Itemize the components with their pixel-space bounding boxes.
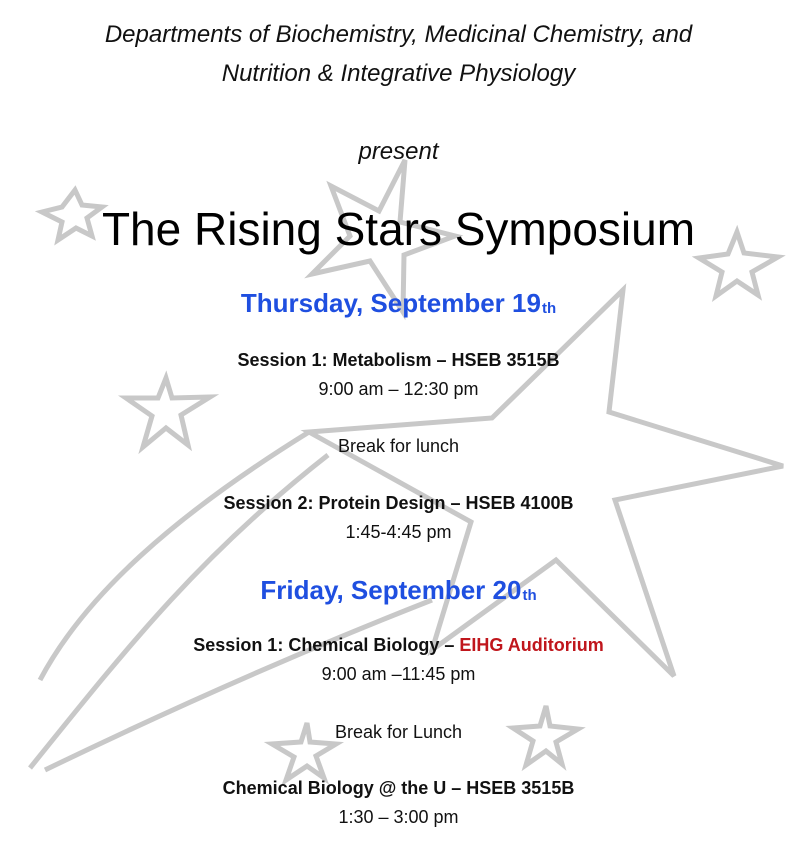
thursday-date-suffix: th [541,300,557,317]
page-title: The Rising Stars Symposium [101,203,696,255]
friday-session-1-label: Session 1: Chemical Biology – [193,635,460,655]
friday-date: Friday, September 20 [260,575,522,605]
friday-session-1-title [0,633,797,657]
thursday-session-2-title: Session 2: Protein Design – HSEB 4100B [223,493,574,513]
thursday-heading [0,287,797,325]
thursday-session-2-time: 1:45-4:45 pm [345,522,452,542]
friday-session-1-venue: EIHG Auditorium [459,635,604,655]
departments-line-1: Departments of Biochemistry, Medicinal Chemistry, and [104,21,693,48]
thursday-lunch-break: Break for lunch [337,436,460,456]
friday-date-suffix: th [522,587,537,604]
departments-line-2: Nutrition & Integrative Physiology [221,60,576,87]
present-label: present [358,138,439,165]
thursday-session-1-title: Session 1: Metabolism – HSEB 3515B [237,350,560,370]
friday-session-2-title: Chemical Biology @ the U – HSEB 3515B [222,778,575,798]
friday-session-2-time: 1:30 – 3:00 pm [338,807,459,827]
friday-heading [0,574,797,612]
thursday-session-1-time: 9:00 am – 12:30 pm [318,379,479,399]
friday-lunch-break: Break for Lunch [334,722,463,742]
thursday-date: Thursday, September 19 [240,288,541,318]
friday-session-1-time: 9:00 am –11:45 pm [321,664,476,684]
